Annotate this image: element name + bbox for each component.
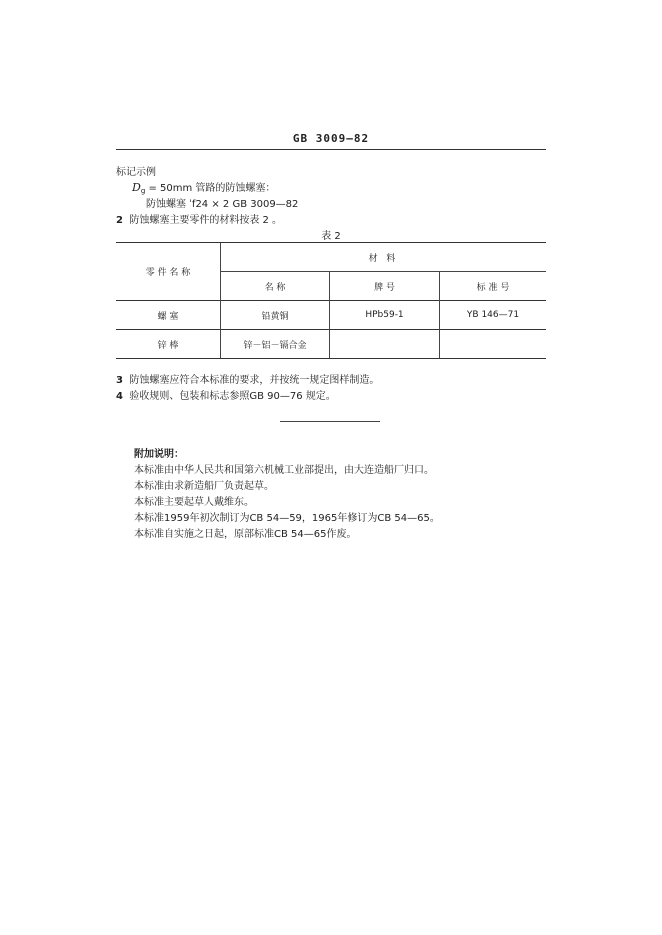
header-rule [116, 149, 546, 150]
row-material-grade [330, 330, 440, 359]
marking-example-line2: 防蚀螺塞 ˈf24 × 2 GB 3009—82 [146, 199, 299, 210]
nominal-diameter-subscript: g [140, 187, 146, 195]
head-part-name: 零 件 名 称 [116, 243, 221, 301]
row-part: 锌 棒 [116, 330, 221, 359]
note-line: 本标准由中华人民共和国第六机械工业部提出，由大连造船厂归口。 [134, 465, 434, 476]
head-material: 材 料 [221, 243, 547, 272]
note-line: 本标准主要起草人戴维东。 [134, 497, 254, 508]
row-material-name: 锌－铝－镉合金 [221, 330, 330, 359]
marking-example-heading: 标记示例 [116, 167, 156, 178]
row-material-grade: HPb59-1 [330, 301, 440, 330]
table-caption: 表 2 [321, 231, 341, 242]
row-material-standard: YB 146—71 [440, 301, 547, 330]
clause-2-number: 2 [116, 215, 123, 226]
clause-3-number: 3 [116, 375, 123, 386]
section-divider [280, 421, 380, 422]
clause-2 [116, 211, 282, 226]
nominal-diameter-symbol: D [132, 181, 141, 194]
clause-3 [116, 371, 379, 386]
table-row [116, 330, 546, 359]
note-line: 本标准1959年初次制订为CB 54—59，1965年修订为CB 54—65。 [134, 513, 440, 524]
clause-2-text: 防蚀螺塞主要零件的材料按表 2 。 [129, 215, 283, 226]
row-material-standard [440, 330, 547, 359]
standard-code: GB 3009—82 [292, 132, 370, 145]
table-row [116, 301, 546, 330]
materials-table [116, 242, 546, 359]
clause-4-number: 4 [116, 391, 123, 402]
col-material-grade: 牌 号 [330, 272, 440, 301]
clause-4 [116, 387, 336, 402]
marking-example-line1-text: = 50mm 管路的防蚀螺塞： [145, 183, 276, 194]
note-line: 本标准自实施之日起，原部标准CB 54—65作废。 [134, 529, 357, 540]
note-line: 本标准由求新造船厂负责起草。 [134, 481, 274, 492]
notes-heading: 附加说明： [134, 449, 184, 460]
col-material-name: 名 称 [221, 272, 330, 301]
marking-example-line1 [132, 179, 275, 195]
row-part: 螺 塞 [116, 301, 221, 330]
clause-3-text: 防蚀螺塞应符合本标准的要求，并按统一规定图样制造。 [129, 375, 380, 386]
col-material-standard: 标 准 号 [440, 272, 547, 301]
row-material-name: 铅黄铜 [221, 301, 330, 330]
clause-4-text: 验收规则、包装和标志参照GB 90—76 规定。 [129, 391, 336, 402]
